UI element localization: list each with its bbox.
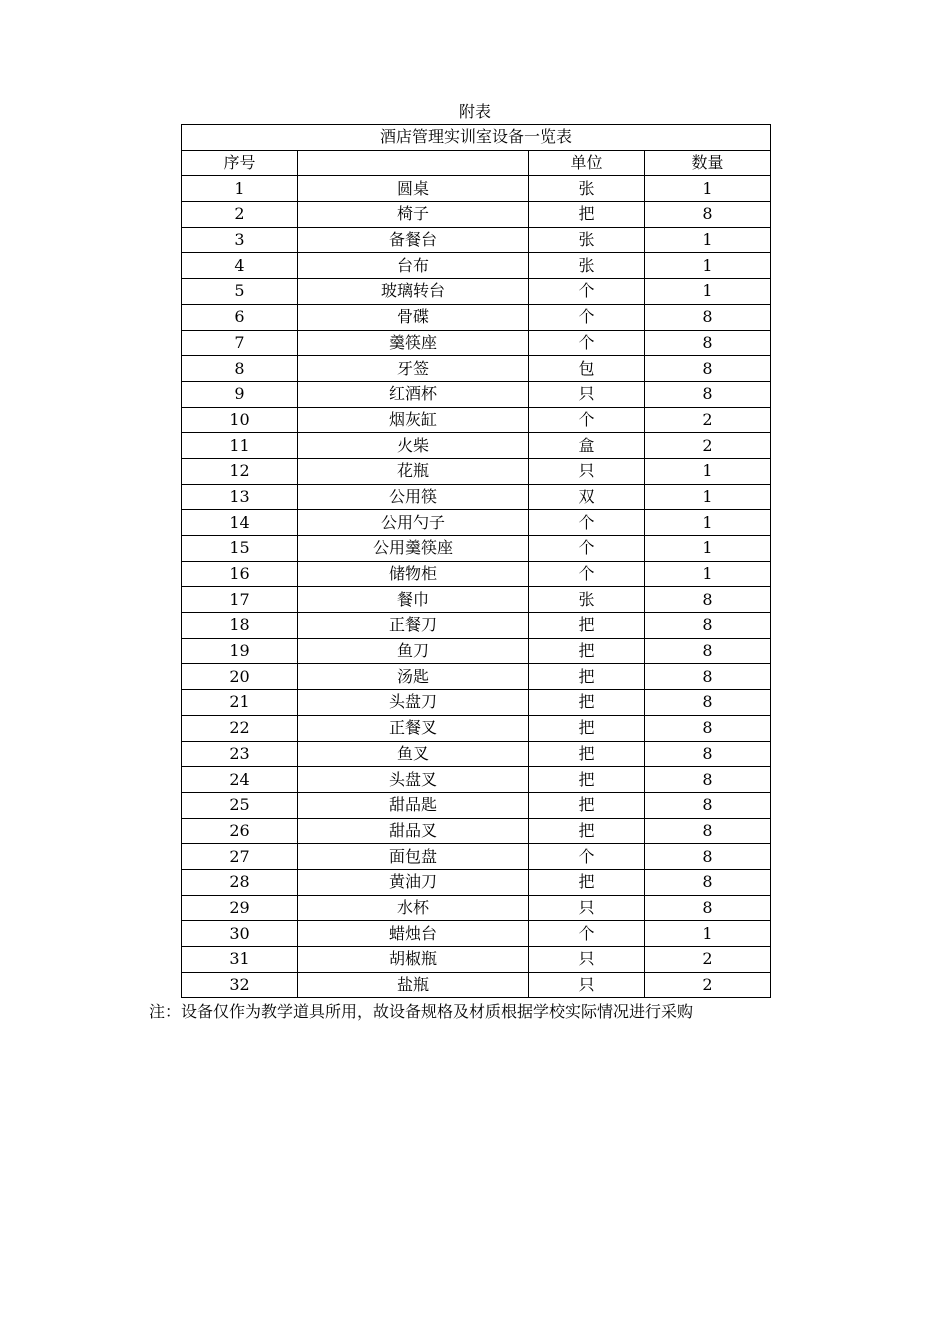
cell-serial-number: 30 <box>182 921 298 947</box>
cell-unit: 个 <box>529 844 645 870</box>
cell-quantity: 2 <box>645 407 771 433</box>
cell-quantity: 1 <box>645 458 771 484</box>
cell-quantity: 8 <box>645 895 771 921</box>
cell-quantity: 1 <box>645 510 771 536</box>
cell-serial-number: 11 <box>182 433 298 459</box>
table-row <box>182 972 771 998</box>
cell-item-name: 餐巾 <box>298 587 529 613</box>
cell-serial-number: 24 <box>182 767 298 793</box>
cell-serial-number: 9 <box>182 381 298 407</box>
cell-quantity: 8 <box>645 792 771 818</box>
table-row <box>182 613 771 639</box>
table-row <box>182 304 771 330</box>
table-row <box>182 947 771 973</box>
cell-quantity: 1 <box>645 921 771 947</box>
cell-serial-number: 4 <box>182 253 298 279</box>
cell-serial-number: 23 <box>182 741 298 767</box>
cell-item-name: 台布 <box>298 253 529 279</box>
cell-serial-number: 26 <box>182 818 298 844</box>
table-row <box>182 792 771 818</box>
header-serial-number: 序号 <box>182 150 298 176</box>
table-body <box>182 176 771 998</box>
cell-item-name: 公用筷 <box>298 484 529 510</box>
cell-unit: 个 <box>529 304 645 330</box>
cell-serial-number: 16 <box>182 561 298 587</box>
cell-quantity: 8 <box>645 587 771 613</box>
table-row <box>182 356 771 382</box>
cell-quantity: 8 <box>645 381 771 407</box>
table-row <box>182 536 771 562</box>
cell-serial-number: 8 <box>182 356 298 382</box>
cell-item-name: 甜品匙 <box>298 792 529 818</box>
cell-item-name: 甜品叉 <box>298 818 529 844</box>
cell-unit: 个 <box>529 330 645 356</box>
equipment-table <box>181 124 771 998</box>
table-row <box>182 510 771 536</box>
cell-unit: 个 <box>529 510 645 536</box>
table-row <box>182 381 771 407</box>
cell-serial-number: 15 <box>182 536 298 562</box>
cell-unit: 双 <box>529 484 645 510</box>
cell-quantity: 8 <box>645 613 771 639</box>
table-row <box>182 484 771 510</box>
cell-serial-number: 10 <box>182 407 298 433</box>
cell-unit: 张 <box>529 227 645 253</box>
cell-quantity: 8 <box>645 690 771 716</box>
cell-serial-number: 20 <box>182 664 298 690</box>
cell-unit: 把 <box>529 638 645 664</box>
table-row <box>182 869 771 895</box>
table-header-row <box>182 150 771 176</box>
cell-unit: 把 <box>529 664 645 690</box>
cell-item-name: 黄油刀 <box>298 869 529 895</box>
cell-unit: 只 <box>529 895 645 921</box>
cell-quantity: 1 <box>645 279 771 305</box>
table-row <box>182 921 771 947</box>
cell-unit: 个 <box>529 561 645 587</box>
cell-serial-number: 25 <box>182 792 298 818</box>
cell-item-name: 红酒杯 <box>298 381 529 407</box>
cell-unit: 把 <box>529 613 645 639</box>
cell-item-name: 牙签 <box>298 356 529 382</box>
cell-quantity: 8 <box>645 330 771 356</box>
footnote: 注：设备仅作为教学道具所用，故设备规格及材质根据学校实际情况进行采购 <box>149 1002 694 1021</box>
cell-quantity: 1 <box>645 536 771 562</box>
cell-item-name: 玻璃转台 <box>298 279 529 305</box>
table-row <box>182 433 771 459</box>
table-row <box>182 690 771 716</box>
cell-unit: 个 <box>529 279 645 305</box>
cell-serial-number: 21 <box>182 690 298 716</box>
cell-item-name: 正餐叉 <box>298 715 529 741</box>
cell-item-name: 烟灰缸 <box>298 407 529 433</box>
cell-serial-number: 31 <box>182 947 298 973</box>
table-row <box>182 176 771 202</box>
cell-quantity: 8 <box>645 741 771 767</box>
cell-quantity: 8 <box>645 356 771 382</box>
header-item-name <box>298 150 529 176</box>
cell-serial-number: 14 <box>182 510 298 536</box>
cell-item-name: 汤匙 <box>298 664 529 690</box>
cell-item-name: 椅子 <box>298 202 529 228</box>
table-row <box>182 895 771 921</box>
cell-quantity: 8 <box>645 304 771 330</box>
page-caption: 附表 <box>458 102 491 121</box>
cell-quantity: 8 <box>645 844 771 870</box>
cell-unit: 把 <box>529 818 645 844</box>
cell-unit: 只 <box>529 947 645 973</box>
cell-quantity: 8 <box>645 818 771 844</box>
cell-item-name: 骨碟 <box>298 304 529 330</box>
cell-unit: 把 <box>529 767 645 793</box>
cell-unit: 个 <box>529 921 645 947</box>
cell-quantity: 2 <box>645 433 771 459</box>
table-row <box>182 767 771 793</box>
cell-quantity: 8 <box>645 767 771 793</box>
cell-item-name: 水杯 <box>298 895 529 921</box>
cell-item-name: 盐瓶 <box>298 972 529 998</box>
header-quantity: 数量 <box>645 150 771 176</box>
cell-item-name: 火柴 <box>298 433 529 459</box>
table-row <box>182 587 771 613</box>
cell-serial-number: 18 <box>182 613 298 639</box>
cell-serial-number: 12 <box>182 458 298 484</box>
cell-item-name: 蜡烛台 <box>298 921 529 947</box>
cell-unit: 把 <box>529 202 645 228</box>
cell-serial-number: 29 <box>182 895 298 921</box>
cell-unit: 把 <box>529 869 645 895</box>
table-row <box>182 330 771 356</box>
cell-unit: 把 <box>529 690 645 716</box>
cell-quantity: 2 <box>645 947 771 973</box>
cell-serial-number: 7 <box>182 330 298 356</box>
table-row <box>182 715 771 741</box>
table-row <box>182 638 771 664</box>
cell-unit: 只 <box>529 458 645 484</box>
cell-serial-number: 2 <box>182 202 298 228</box>
cell-serial-number: 17 <box>182 587 298 613</box>
cell-item-name: 花瓶 <box>298 458 529 484</box>
table-row <box>182 458 771 484</box>
cell-unit: 包 <box>529 356 645 382</box>
cell-serial-number: 19 <box>182 638 298 664</box>
table-row <box>182 664 771 690</box>
cell-item-name: 头盘刀 <box>298 690 529 716</box>
table-row <box>182 253 771 279</box>
cell-item-name: 羹筷座 <box>298 330 529 356</box>
cell-serial-number: 22 <box>182 715 298 741</box>
cell-serial-number: 6 <box>182 304 298 330</box>
cell-serial-number: 1 <box>182 176 298 202</box>
cell-unit: 张 <box>529 176 645 202</box>
cell-serial-number: 32 <box>182 972 298 998</box>
cell-quantity: 1 <box>645 484 771 510</box>
cell-quantity: 1 <box>645 253 771 279</box>
cell-serial-number: 27 <box>182 844 298 870</box>
cell-quantity: 1 <box>645 176 771 202</box>
cell-unit: 张 <box>529 587 645 613</box>
cell-unit: 把 <box>529 792 645 818</box>
table-title-row <box>182 125 771 151</box>
table-row <box>182 741 771 767</box>
cell-quantity: 8 <box>645 638 771 664</box>
table-row <box>182 561 771 587</box>
cell-unit: 张 <box>529 253 645 279</box>
cell-item-name: 鱼叉 <box>298 741 529 767</box>
cell-quantity: 1 <box>645 227 771 253</box>
header-unit: 单位 <box>529 150 645 176</box>
table-row <box>182 407 771 433</box>
cell-quantity: 8 <box>645 715 771 741</box>
table-row <box>182 227 771 253</box>
cell-unit: 把 <box>529 715 645 741</box>
cell-unit: 盒 <box>529 433 645 459</box>
table-row <box>182 818 771 844</box>
cell-item-name: 胡椒瓶 <box>298 947 529 973</box>
table-row <box>182 202 771 228</box>
table-row <box>182 279 771 305</box>
cell-serial-number: 5 <box>182 279 298 305</box>
cell-unit: 把 <box>529 741 645 767</box>
cell-item-name: 储物柜 <box>298 561 529 587</box>
cell-quantity: 8 <box>645 664 771 690</box>
cell-item-name: 正餐刀 <box>298 613 529 639</box>
cell-item-name: 备餐台 <box>298 227 529 253</box>
cell-unit: 个 <box>529 407 645 433</box>
cell-quantity: 8 <box>645 869 771 895</box>
cell-quantity: 8 <box>645 202 771 228</box>
cell-unit: 只 <box>529 972 645 998</box>
cell-serial-number: 13 <box>182 484 298 510</box>
table-row <box>182 844 771 870</box>
cell-unit: 个 <box>529 536 645 562</box>
cell-item-name: 头盘叉 <box>298 767 529 793</box>
cell-quantity: 1 <box>645 561 771 587</box>
cell-unit: 只 <box>529 381 645 407</box>
cell-item-name: 鱼刀 <box>298 638 529 664</box>
cell-item-name: 公用勺子 <box>298 510 529 536</box>
cell-item-name: 公用羹筷座 <box>298 536 529 562</box>
table-title: 酒店管理实训室设备一览表 <box>182 125 771 151</box>
cell-quantity: 2 <box>645 972 771 998</box>
cell-serial-number: 3 <box>182 227 298 253</box>
cell-serial-number: 28 <box>182 869 298 895</box>
cell-item-name: 圆桌 <box>298 176 529 202</box>
cell-item-name: 面包盘 <box>298 844 529 870</box>
